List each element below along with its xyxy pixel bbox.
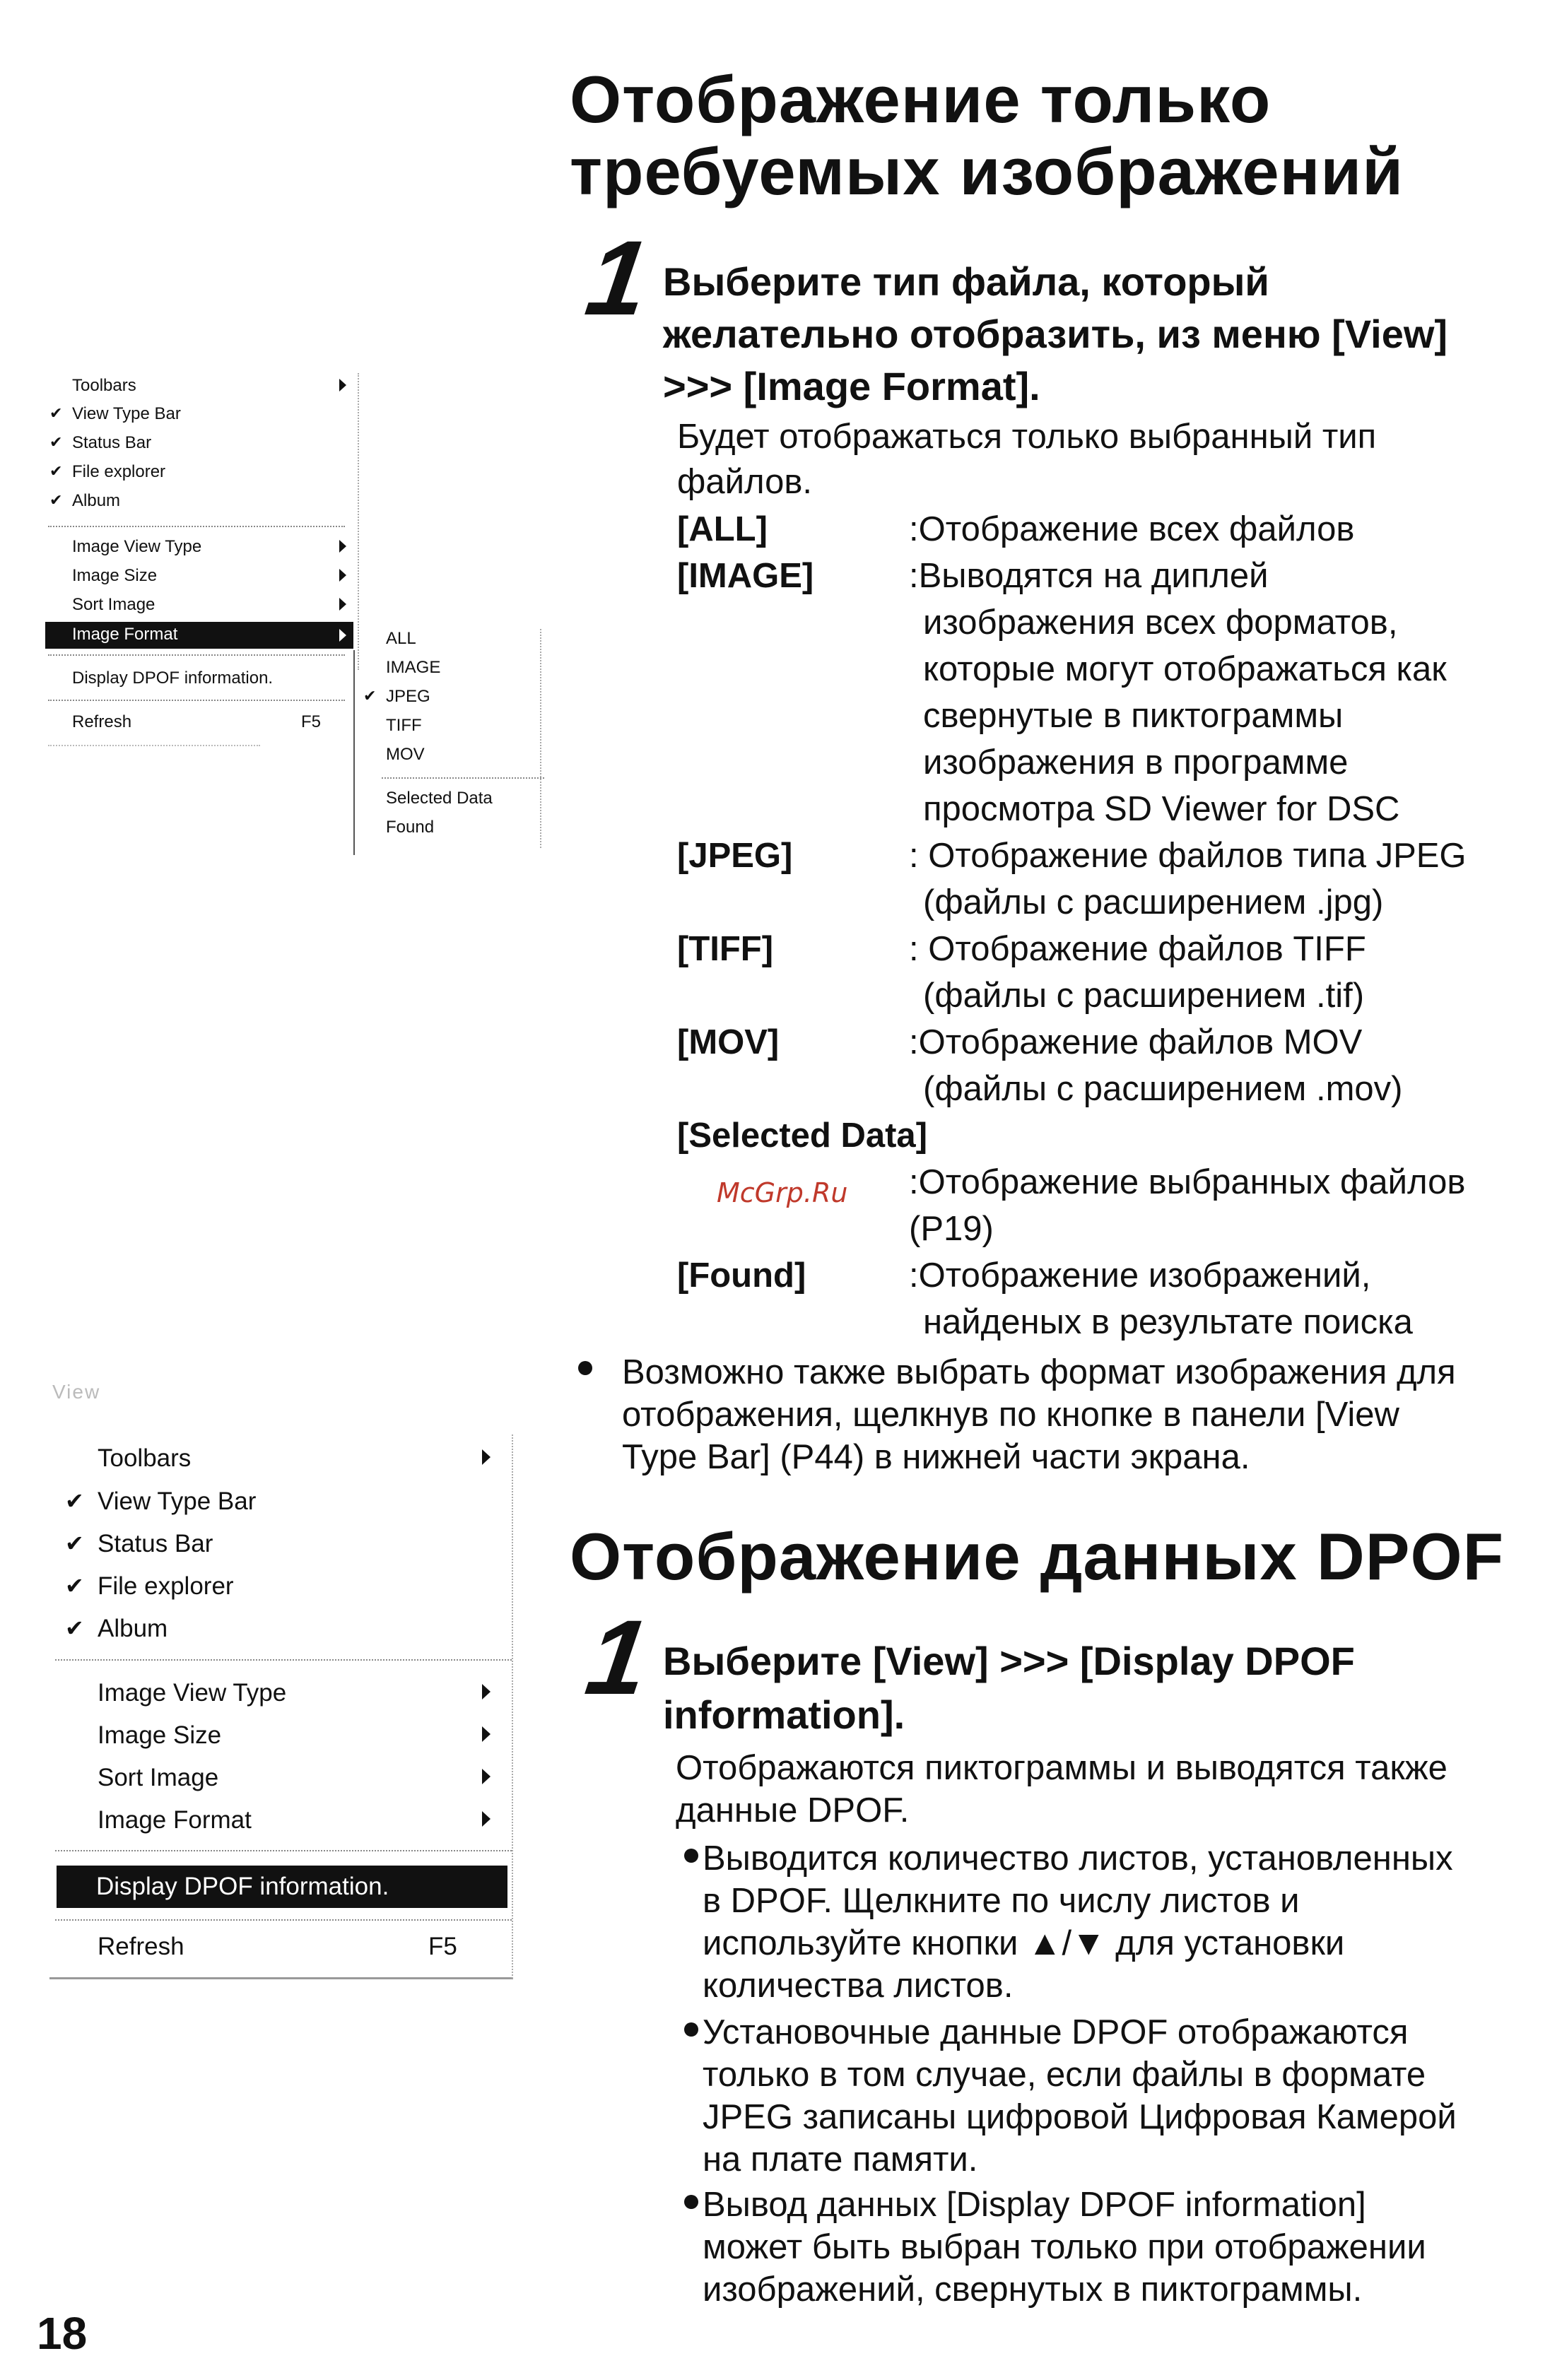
menu-item-file-explorer[interactable]: File explorer	[98, 1572, 234, 1600]
step-number: 1	[580, 1598, 656, 1716]
menu-item-view-type-bar[interactable]: View Type Bar	[98, 1488, 257, 1515]
desc-image-line4: свернутые в пиктограммы	[923, 697, 1344, 735]
menu-item-image-size[interactable]: Image Size	[72, 566, 158, 585]
submenu-arrow-icon	[482, 1726, 491, 1742]
desc-tiff-line2: (файлы с расширением .tif)	[923, 977, 1365, 1015]
submenu-item-all[interactable]: ALL	[386, 629, 416, 648]
desc-found-line1: :Отображение изображений,	[909, 1256, 1371, 1295]
desc-mov-line1: :Отображение файлов MOV	[909, 1023, 1363, 1061]
desc-tiff-line1: : Отображение файлов TIFF	[909, 930, 1366, 968]
menu-item-image-format: Image Format	[72, 625, 178, 644]
desc-jpeg-line1: : Отображение файлов типа JPEG	[909, 837, 1467, 875]
shortcut-f5: F5	[428, 1933, 457, 1960]
desc-selected-data-line2: (P19)	[909, 1210, 994, 1248]
menu-separator	[48, 700, 345, 701]
menu-bottom-edge	[48, 745, 260, 746]
dpof-bullet1-line1: Выводится количество листов, установленных	[703, 1839, 1453, 1878]
step2-intro-line1: Отображаются пиктограммы и выводятся также	[676, 1749, 1448, 1787]
menu-item-status-bar[interactable]: Status Bar	[98, 1530, 213, 1557]
checkmark-icon: ✔	[65, 1615, 84, 1641]
desc-jpeg-line2: (файлы с расширением .jpg)	[923, 883, 1384, 921]
submenu-arrow-icon	[339, 540, 346, 553]
submenu-arrow-icon	[482, 1769, 491, 1784]
checkmark-icon: ✔	[363, 687, 377, 705]
desc-image-line3: которые могут отображаться как	[923, 650, 1447, 688]
bullet-icon	[684, 2195, 698, 2209]
step2-intro-line2: данные DPOF.	[676, 1791, 910, 1830]
section1-heading-line1: Отображение только	[570, 62, 1272, 136]
watermark: McGrp.Ru	[717, 1177, 848, 1208]
menu-item-album[interactable]: Album	[98, 1615, 168, 1642]
step2-title-line1: Выберите [View] >>> [Display DPOF	[663, 1639, 1355, 1683]
term-found: [Found]	[677, 1256, 806, 1295]
submenu-item-jpeg[interactable]: JPEG	[386, 687, 430, 706]
desc-found-line2: найденых в результате поиска	[923, 1303, 1413, 1341]
menu-item-album[interactable]: Album	[72, 491, 121, 510]
note-line3: Type Bar] (P44) в нижней части экрана.	[622, 1438, 1250, 1476]
submenu-arrow-icon	[339, 379, 346, 391]
menu-title: View	[52, 1381, 101, 1403]
section1-heading-line2: требуемых изображений	[570, 134, 1404, 208]
bullet-icon	[684, 1849, 698, 1863]
menu-separator	[55, 1659, 512, 1661]
term-image: [IMAGE]	[677, 557, 814, 595]
menu-separator	[48, 654, 345, 656]
dpof-bullet2-line1: Установочные данные DPOF отображаются	[703, 2013, 1409, 2051]
checkmark-icon: ✔	[49, 433, 63, 451]
dpof-bullet3-line1: Вывод данных [Display DPOF information]	[703, 2186, 1366, 2224]
menu-bottom-edge	[49, 1977, 513, 1979]
submenu-item-mov[interactable]: MOV	[386, 745, 425, 764]
desc-image-line2: изображения всех форматов,	[923, 603, 1398, 642]
term-all: [ALL]	[677, 510, 768, 548]
view-menu-screenshot-image-format	[42, 353, 551, 862]
desc-image-line6: просмотра SD Viewer for DSC	[923, 790, 1400, 828]
checkmark-icon: ✔	[49, 404, 63, 422]
submenu-item-tiff[interactable]: TIFF	[386, 716, 422, 735]
desc-mov-line2: (файлы с расширением .mov)	[923, 1070, 1403, 1108]
dpof-bullet2-line3: JPEG записаны цифровой Цифровая Камерой	[703, 2098, 1457, 2136]
submenu-right-edge	[540, 629, 541, 848]
menu-item-image-view-type[interactable]: Image View Type	[98, 1679, 287, 1707]
desc-selected-data-line1: :Отображение выбранных файлов	[909, 1163, 1466, 1201]
submenu-left-edge	[353, 650, 355, 855]
submenu-arrow-icon	[482, 1449, 491, 1465]
bullet-icon	[578, 1361, 592, 1375]
page-number: 18	[37, 2308, 88, 2359]
step1-intro-line2: файлов.	[677, 463, 812, 501]
step1-title-line3: >>> [Image Format].	[663, 364, 1040, 408]
desc-image-line1: :Выводятся на диплей	[909, 557, 1269, 595]
view-menu-screenshot-display-dpof	[42, 1378, 523, 1986]
dpof-bullet3-line2: может быть выбран только при отображении	[703, 2228, 1426, 2266]
dpof-bullet1-line4: количества листов.	[703, 1967, 1014, 2005]
checkmark-icon: ✔	[49, 462, 63, 480]
checkmark-icon: ✔	[65, 1531, 84, 1556]
menu-item-image-size[interactable]: Image Size	[98, 1721, 222, 1749]
shortcut-f5: F5	[301, 712, 322, 731]
term-jpeg: [JPEG]	[677, 837, 793, 875]
menu-item-display-dpof: Display DPOF information.	[96, 1873, 389, 1900]
section2-heading: Отображение данных DPOF	[570, 1519, 1505, 1593]
note-line2: отображения, щелкнув по кнопке в панели [View	[622, 1396, 1399, 1434]
menu-item-view-type-bar[interactable]: View Type Bar	[72, 404, 181, 423]
desc-image-line5: изображения в программе	[923, 743, 1349, 782]
bullet-icon	[684, 2022, 698, 2037]
step2-title-line2: information].	[663, 1692, 905, 1737]
note-line1: Возможно также выбрать формат изображения для	[622, 1353, 1456, 1391]
menu-item-refresh[interactable]: Refresh	[98, 1933, 184, 1960]
term-mov: [MOV]	[677, 1023, 780, 1061]
dpof-bullet2-line2: только в том случае, если файлы в формате	[703, 2056, 1426, 2094]
menu-item-display-dpof[interactable]: Display DPOF information.	[72, 668, 274, 688]
checkmark-icon: ✔	[49, 491, 63, 509]
submenu-item-image[interactable]: IMAGE	[386, 658, 441, 677]
dpof-bullet1-line2: в DPOF. Щелкните по числу листов и	[703, 1882, 1300, 1920]
menu-item-image-view-type[interactable]: Image View Type	[72, 537, 202, 556]
menu-item-refresh[interactable]: Refresh	[72, 712, 132, 731]
menu-item-image-format[interactable]: Image Format	[98, 1806, 252, 1834]
submenu-arrow-icon	[482, 1811, 491, 1827]
submenu-item-selected-data[interactable]: Selected Data	[386, 789, 493, 808]
submenu-arrow-icon	[339, 629, 346, 642]
menu-separator	[55, 1919, 512, 1921]
term-selected-data: [Selected Data]	[677, 1117, 928, 1155]
menu-item-status-bar[interactable]: Status Bar	[72, 433, 152, 452]
dpof-bullet3-line3: изображений, свернутых в пиктограммы.	[703, 2270, 1363, 2309]
submenu-separator	[382, 777, 544, 779]
menu-item-image-format-highlighted[interactable]	[45, 622, 353, 649]
menu-item-sort-image[interactable]: Sort Image	[98, 1764, 219, 1791]
step1-title-line1: Выберите тип файла, который	[663, 259, 1269, 304]
submenu-arrow-icon	[339, 569, 346, 582]
menu-item-toolbars[interactable]: Toolbars	[98, 1444, 192, 1472]
submenu-item-found[interactable]: Found	[386, 818, 435, 837]
menu-separator	[55, 1850, 512, 1851]
step1-intro-line1: Будет отображаться только выбранный тип	[677, 418, 1377, 456]
menu-item-sort-image[interactable]: Sort Image	[72, 595, 155, 614]
menu-separator	[48, 526, 345, 527]
menu-right-edge	[512, 1435, 513, 1979]
step-number: 1	[580, 218, 656, 337]
checkmark-icon: ✔	[65, 1573, 84, 1598]
desc-all: :Отображение всех файлов	[909, 510, 1355, 548]
checkmark-icon: ✔	[65, 1488, 84, 1514]
menu-right-edge	[358, 373, 359, 670]
submenu-arrow-icon	[339, 598, 346, 611]
submenu-arrow-icon	[482, 1684, 491, 1699]
step1-title-line2: желательно отобразить, из меню [View]	[663, 312, 1448, 356]
menu-item-display-dpof-highlighted[interactable]	[57, 1866, 507, 1908]
term-tiff: [TIFF]	[677, 930, 774, 968]
menu-item-toolbars[interactable]: Toolbars	[72, 376, 136, 395]
menu-item-file-explorer[interactable]: File explorer	[72, 462, 166, 481]
dpof-bullet2-line4: на плате памяти.	[703, 2140, 978, 2179]
dpof-bullet1-line3: используйте кнопки ▲/▼ для установки	[703, 1924, 1345, 1962]
